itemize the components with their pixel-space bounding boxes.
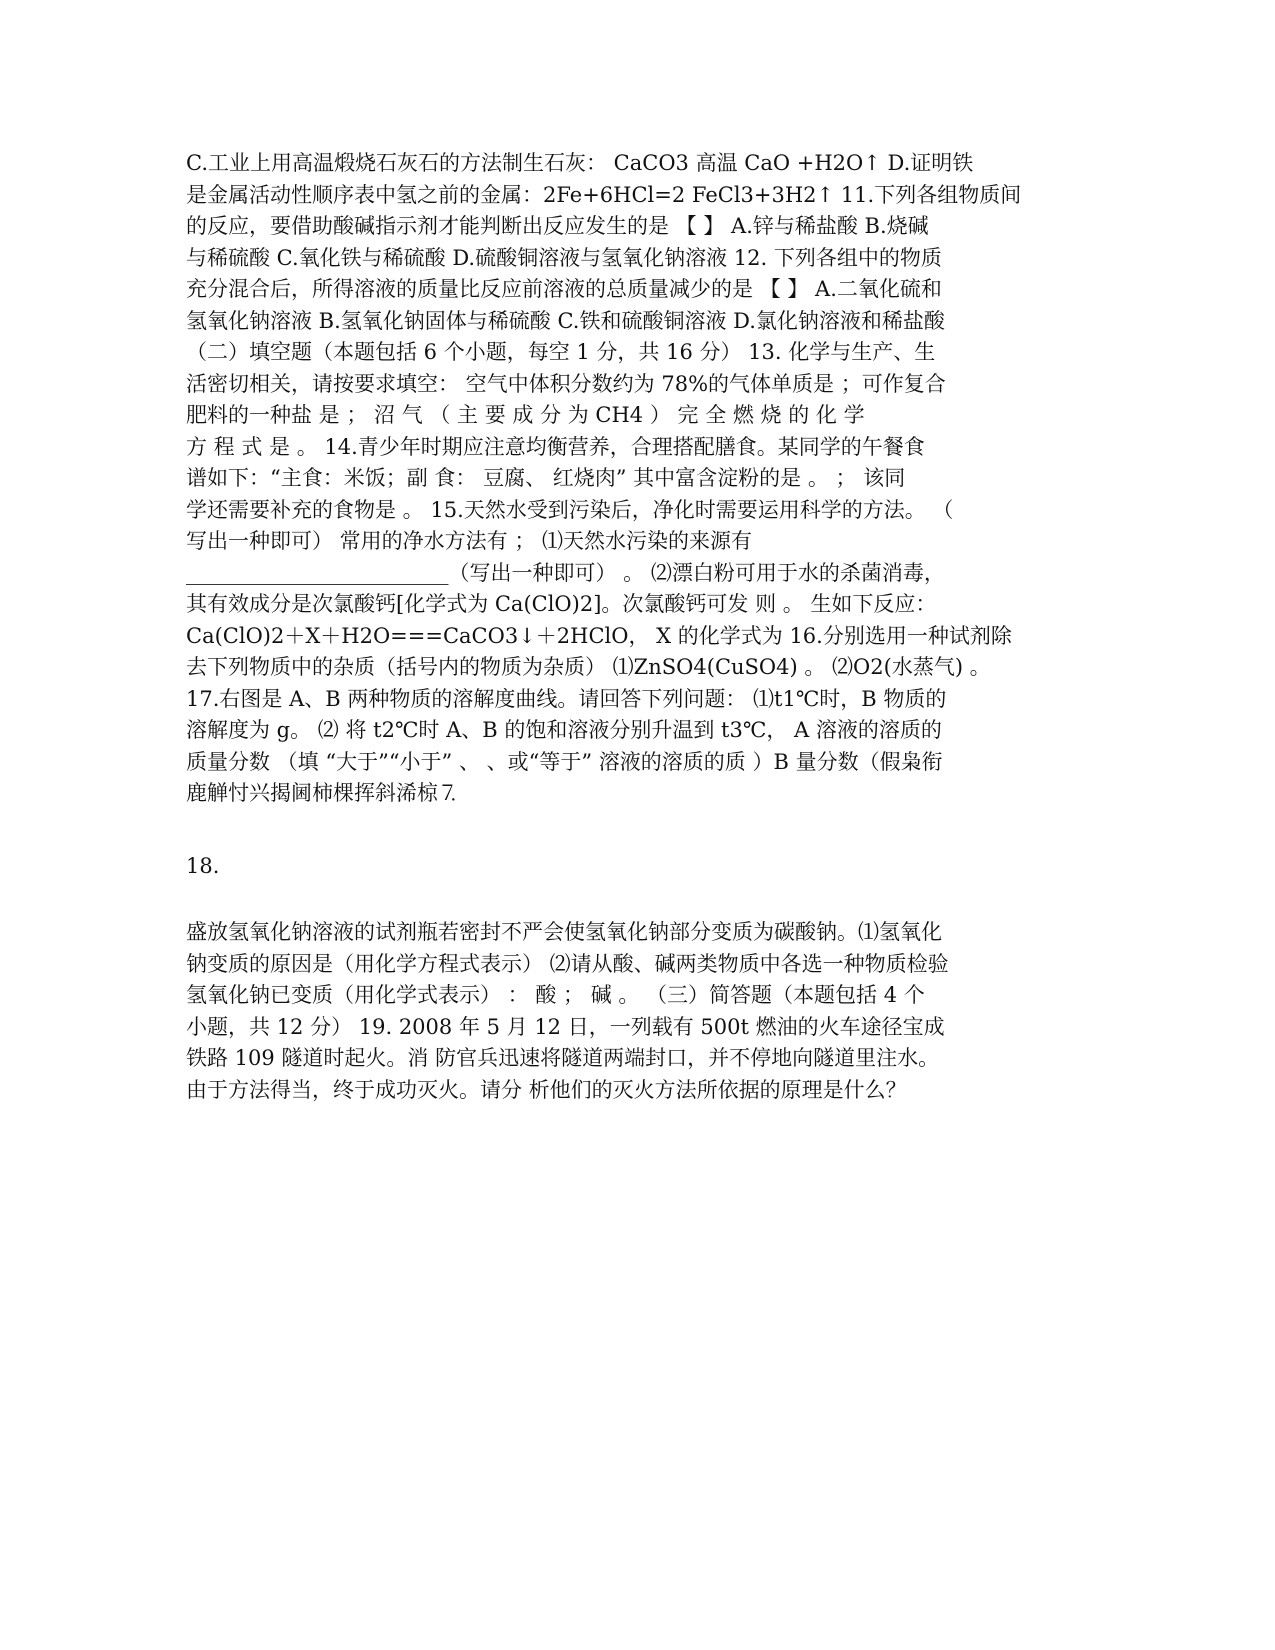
text-line: 的反应，要借助酸碱指示剂才能判断出反应发生的是 【 】 A.锌与稀盐酸 B.烧碱	[186, 214, 929, 238]
question-number: 18.	[186, 854, 220, 878]
text-line: 氢氧化钠溶液 B.氢氧化钠固体与稀硫酸 C.铁和硫酸铜溶液 D.氯化钠溶液和稀盐酸	[186, 308, 945, 333]
text-line: _________________________（写出一种即可） 。 ⑵漂白粉可用于水的杀菌消毒，	[186, 560, 945, 585]
question-text-block	[186, 148, 1096, 810]
text-line: 盛放氢氧化钠溶液的试剂瓶若密封不严会使氢氧化钠部分变质为碳酸钠。⑴氢氧化	[186, 920, 942, 944]
text-line: 小题，共 12 分） 19. 2008 年 5 月 12 日，一列载有 500t 燃油的火车途径宝成	[186, 1014, 945, 1039]
text-line: 充分混合后，所得溶液的质量比反应前溶液的总质量减少的是 【 】 A.二氧化硫和	[186, 277, 942, 301]
text-line: 谱如下：“主食：米饭；副 食： 豆腐、 红烧肉” 其中富含淀粉的是 。 ； 该同	[186, 466, 906, 490]
text-line: 氢氧化钠已变质（用化学式表示） ： 酸 ； 碱 。 （三）简答题（本题包括 4 个	[186, 983, 925, 1007]
text-line: 鹿觯忖兴揭阃柿棵挥斜浠椋⒎	[186, 781, 459, 805]
text-line: 铁路 109 隧道时起火。消 防官兵迅速将隧道两端封口，并不停地向隧道里注水。	[186, 1046, 940, 1070]
text-line: 方 程 式 是 。 14.青少年时期应注意均衡营养，合理搭配膳食。某同学的午餐食	[186, 434, 925, 459]
text-line: 其有效成分是次氯酸钙[化学式为 Ca(ClO)2]。次氯酸钙可发 则 。 生如下反应：	[186, 592, 937, 616]
text-line: 学还需要补充的食物是 。 15.天然水受到污染后，净化时需要运用科学的方法。 （	[186, 497, 954, 522]
text-line: （二）填空题（本题包括 6 个小题，每空 1 分，共 16 分） 13. 化学与生产、生	[186, 340, 936, 364]
text-line: C.工业上用高温煅烧石灰石的方法制生石灰： CaCO3 高温 CaO +H2O↑ D.证明铁	[186, 151, 974, 175]
text-line: 由于方法得当，终于成功灭火。请分 析他们的灭火方法所依据的原理是什么？	[186, 1077, 907, 1102]
question-text-block	[186, 917, 1096, 1106]
text-line: 活密切相关，请按要求填空： 空气中体积分数约为 78%的气体单质是 ；可作复合	[186, 371, 946, 396]
text-line: 17.右图是 A、B 两种物质的溶解度曲线。请回答下列问题： ⑴t1℃时，B 物质的	[186, 686, 947, 711]
question-number-block	[186, 851, 1096, 883]
text-line: 是金属活动性顺序表中氢之前的金属：2Fe+6HCl=2 FeCl3+3H2↑ 11.下列各组物质间	[186, 182, 1022, 207]
text-line: 与稀硫酸 C.氧化铁与稀硫酸 D.硫酸铜溶液与氢氧化钠溶液 12. 下列各组中的物质	[186, 245, 942, 270]
text-line: 写出一种即可） 常用的净水方法有 ； ⑴天然水污染的来源有	[186, 529, 753, 553]
text-line: 质量分数 （填 “大于”“小于” 、 、或“等于” 溶液的溶质的质 ）B 量分数（假枭衔	[186, 749, 943, 774]
text-line: 溶解度为 g。 ⑵ 将 t2℃时 A、B 的饱和溶液分别升温到 t3℃， A 溶液的溶质的	[186, 718, 942, 742]
text-line: 肥料的一种盐 是 ； 沼 气 （ 主 要 成 分 为 CH4 ） 完 全 燃 烧 的 化 学	[186, 403, 865, 427]
text-line: 钠变质的原因是（用化学方程式表示） ⑵请从酸、碱两类物质中各选一种物质检验	[186, 951, 949, 976]
text-line: 去下列物质中的杂质（括号内的物质为杂质） ⑴ZnSO4(CuSO4) 。 ⑵O2(水蒸气) 。	[186, 655, 991, 679]
text-line: Ca(ClO)2＋X＋H2O===CaCO3↓＋2HClO， X 的化学式为 16.分别选用一种试剂除	[186, 623, 1012, 648]
